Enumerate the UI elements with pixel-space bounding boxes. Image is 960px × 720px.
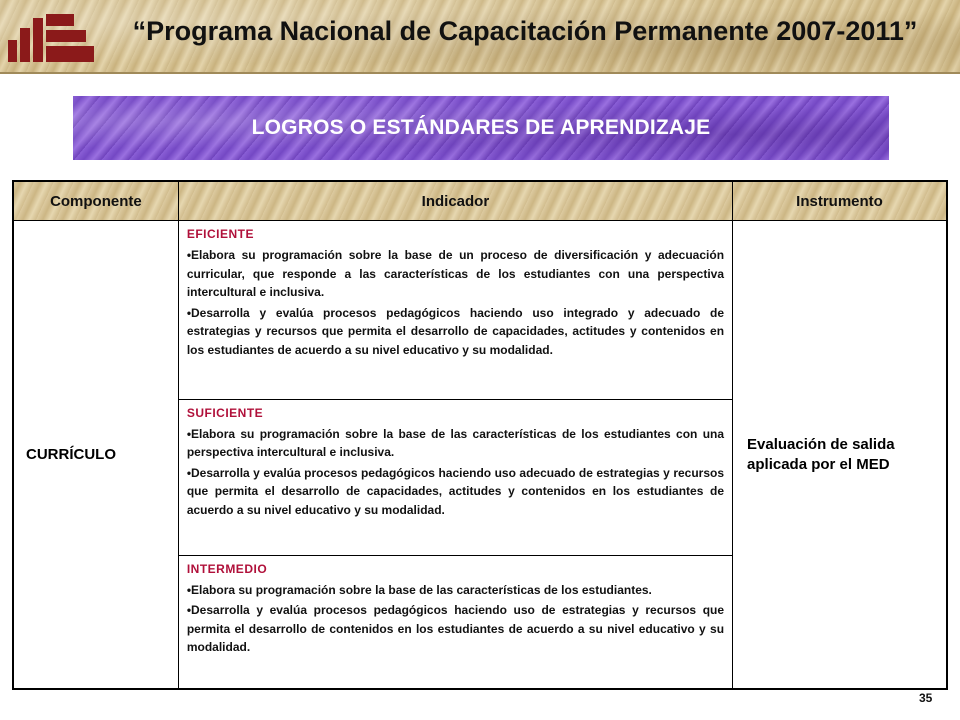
indicator-cell-intermedio	[178, 555, 732, 689]
level-label: SUFICIENTE	[186, 405, 264, 420]
instrument-cell: Evaluación de salida aplicada por el MED	[733, 221, 947, 690]
indicator-item	[187, 304, 724, 360]
indicator-item	[187, 581, 724, 600]
level-label: INTERMEDIO	[186, 561, 268, 576]
table-header-row	[13, 181, 947, 221]
indicator-item-text: Desarrolla y evalúa procesos pedagógicos haciendo uso integrado y adecuado de estrategias y recursos que permita el desarrollo de capacidades, actitudes y contenidos en los estudiantes de acuerdo a su nivel educativo y su modalidad.	[186, 305, 725, 357]
indicator-item-text: Desarrolla y evalúa procesos pedagógicos haciendo uso adecuado de estrategias y recursos que permita el desarrollo de capacidades, actitudes y contenidos en los estudiantes de acuerdo a su nivel educativo y su modalidad.	[186, 465, 725, 517]
indicator-item-text: Elabora su programación sobre la base de un proceso de diversificación y adecuación curricular, que responde a las características de los estudiantes con una perspectiva intercultural e inclusiva.	[186, 248, 725, 299]
column-header-indicador: Indicador	[178, 181, 732, 221]
page-title: “Programa Nacional de Capacitación Permanente 2007-2011”	[132, 16, 918, 46]
indicator-cell-eficiente	[178, 221, 732, 400]
logo-icon	[8, 14, 94, 64]
column-header-componente: Componente	[13, 181, 178, 221]
indicator-item	[187, 246, 724, 302]
component-cell: CURRÍCULO	[13, 221, 178, 690]
indicator-item	[187, 601, 724, 657]
banner-title: LOGROS O ESTÁNDARES DE APRENDIZAJE	[251, 116, 711, 139]
indicator-item-text: Elabora su programación sobre la base de las características de los estudiantes con una perspectiva intercultural e inclusiva.	[186, 426, 725, 460]
header-bar	[0, 0, 960, 74]
page-number: 35	[919, 691, 933, 705]
standards-table	[12, 180, 948, 690]
indicator-item	[187, 464, 724, 520]
indicator-item-text: Elabora su programación sobre la base de las características de los estudiantes.	[191, 582, 652, 597]
indicator-item	[187, 425, 724, 462]
indicator-cell-suficiente	[178, 399, 732, 555]
section-banner	[73, 96, 889, 160]
level-label: EFICIENTE	[186, 227, 254, 241]
column-header-instrumento: Instrumento	[733, 181, 947, 221]
table-row	[13, 221, 947, 400]
indicator-item-text: Desarrolla y evalúa procesos pedagógicos haciendo uso de estrategias y recursos que permita el desarrollo de contenidos en los estudiantes de acuerdo a su nivel educativo y su modalidad.	[186, 603, 725, 655]
